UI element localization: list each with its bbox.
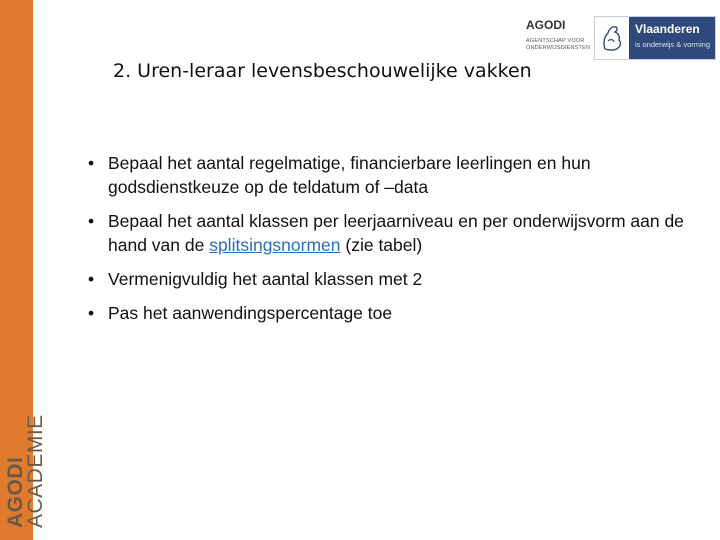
bullet-item-3 bbox=[88, 267, 688, 291]
vlaanderen-title: Vlaanderen bbox=[635, 22, 700, 36]
bullet-marker: • bbox=[88, 211, 95, 231]
bullet-text-3: Vermenigvuldig het aantal klassen met 2 bbox=[108, 269, 423, 289]
lion-icon bbox=[599, 23, 625, 53]
bullet-list bbox=[88, 151, 688, 335]
header-logos bbox=[520, 14, 716, 60]
vertical-brand-academie: ACADEMIE bbox=[24, 414, 47, 528]
bullet-marker: • bbox=[88, 269, 95, 289]
vertical-brand-agodi-academie bbox=[4, 398, 46, 528]
vertical-brand-agodi: AGODI bbox=[4, 456, 27, 528]
bullet-text-2-after: (zie tabel) bbox=[340, 235, 423, 255]
splitsingsnormen-link[interactable]: splitsingsnormen bbox=[209, 235, 341, 255]
bullet-item-4 bbox=[88, 301, 688, 325]
vlaanderen-subtitle: is onderwijs & vorming bbox=[635, 40, 711, 49]
bullet-text-1: Bepaal het aantal regelmatige, financierbare leerlingen en hun godsdienstkeuze op de teldatum of –data bbox=[108, 153, 591, 197]
bullet-text-2-before: Bepaal het aantal klassen per leerjaarniveau en per onderwijsvorm aan de hand van de bbox=[108, 211, 684, 255]
bullet-item-2 bbox=[88, 209, 688, 257]
bullet-item-1 bbox=[88, 151, 688, 199]
bullet-text-4: Pas het aanwendingspercentage toe bbox=[108, 303, 393, 323]
agodi-logo-name: AGODI bbox=[526, 18, 566, 32]
vlaanderen-logo bbox=[594, 16, 716, 60]
bullet-marker: • bbox=[88, 303, 95, 323]
agodi-logo bbox=[526, 18, 592, 58]
agodi-logo-tag2: ONDERWIJSDIENSTEN bbox=[526, 45, 591, 51]
slide-title: 2. Uren-leraar levensbeschouwelijke vakken bbox=[113, 60, 532, 82]
agodi-logo-tag1: AGENTSCHAP VOOR bbox=[526, 38, 585, 44]
bullet-marker: • bbox=[88, 153, 95, 173]
